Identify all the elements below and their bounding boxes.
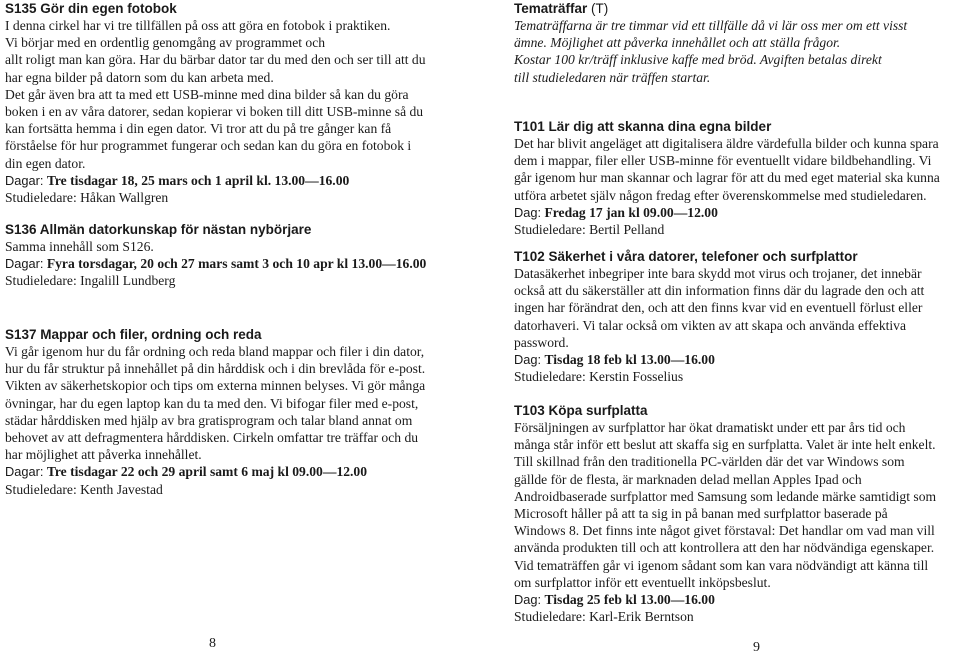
course-description — [514, 135, 940, 204]
section-title-text: Tematräffar — [514, 1, 588, 16]
text-line: ämne. Möjlighet att påverka innehållet och att ställa frågor. — [514, 35, 841, 51]
section-title — [514, 0, 907, 17]
course-leader: Studieledare: Bertil Pelland — [514, 222, 665, 238]
tematraffar-intro — [514, 0, 907, 86]
course-s137 — [5, 326, 425, 498]
text-line: går igenom hur man skannar och lagrar för att du med eget material ska kunna — [514, 170, 940, 186]
course-leader: Studieledare: Karl-Erik Berntson — [514, 609, 694, 625]
course-title: S137 Mappar och filer, ordning och reda — [5, 327, 262, 342]
days-label: Dagar: — [5, 256, 44, 272]
course-t102 — [514, 248, 924, 385]
text-line: till studieledaren när träffen startar. — [514, 69, 711, 85]
text-line: har möjlighet att påverka innehållet. — [5, 447, 202, 463]
day-label: Dag: — [514, 352, 542, 368]
section-description — [514, 17, 907, 86]
day-value: Tisdag 25 feb kl 13.00—16.00 — [544, 592, 715, 608]
text-line: boken i en av våra datorer, sedan kopierar vi boken till ditt USB-minne så du — [5, 104, 424, 120]
page-number-left: 8 — [209, 636, 216, 651]
course-s136 — [5, 221, 426, 290]
course-description — [5, 343, 425, 463]
course-day — [514, 591, 936, 608]
course-days — [5, 463, 425, 480]
course-days — [5, 172, 426, 189]
text-line: ingen har förändrat den, och att den finns kvar vid en eventuell förlust eller — [514, 300, 923, 316]
text-line: Det går även bra att ta med ett USB-minne med dina bilder så kan du göra — [5, 86, 409, 102]
days-value: Tre tisdagar 18, 25 mars och 1 april kl. 13.00—16.00 — [46, 172, 350, 188]
days-value: Tre tisdagar 22 och 29 april samt 6 maj kl 09.00—12.00 — [46, 464, 368, 480]
course-leader: Studieledare: Ingalill Lundberg — [5, 273, 176, 289]
text-line: password. — [514, 334, 569, 350]
text-line: Tematräffarna är tre timmar vid ett tillfälle då vi lär oss mer om ett visst — [514, 18, 908, 33]
section-title-suffix: (T) — [591, 1, 609, 16]
course-description — [5, 17, 426, 172]
text-line: datorhaveri. Vi talar också om vikten av att skapa och använda effektiva — [514, 317, 906, 333]
text-line: Försäljningen av surfplattor har ökat dramatiskt under ett par års tid och — [514, 420, 906, 435]
text-line: kan fortsätta hemma i din egen dator. Vi tror att du på tre gånger kan få — [5, 121, 392, 137]
text-line: Vikten av säkerhetskopior och tips om externa minnen belyses. Vi gör många — [5, 378, 426, 394]
text-line: Vi går igenom hur du får ordning och reda bland mappar och filer i din dator, — [5, 344, 425, 359]
day-label: Dag: — [514, 592, 542, 608]
text-line: dem i mappar, filer eller USB-minne för eventuellt vidare bildbehandling. Vi — [514, 153, 932, 169]
text-line: Det har blivit angeläget att digitalisera äldre värdefulla bilder och kunna spara — [514, 136, 939, 151]
text-line: utföra arbetet själv någon fredag efter överenskommelse med studieledaren. — [514, 187, 927, 203]
course-days — [5, 255, 426, 272]
course-title: S135 Gör din egen fotobok — [5, 1, 177, 16]
text-line: allt roligt man kan göra. Har du bärbar dator tar du med den och ser till att du — [5, 52, 426, 68]
text-line: Microsoft håller på att ta sig in på banan med surfplattor baserade på — [514, 506, 888, 522]
text-line: Datasäkerhet inbegriper inte bara skydd mot virus och trojaner, det innebär — [514, 266, 922, 281]
course-title: T102 Säkerhet i våra datorer, telefoner och surfplattor — [514, 249, 858, 264]
text-line: Kostar 100 kr/träff inklusive kaffe med bröd. Avgiften betalas direkt — [514, 52, 882, 68]
day-value: Fredag 17 jan kl 09.00—12.00 — [544, 204, 718, 220]
text-line: städar hårddisken med hjälp av bra gratisprogram och talar bland annat om — [5, 412, 413, 428]
text-line: har egna bilder på datorn som du kan arbeta med. — [5, 69, 274, 85]
text-line: många står inför ett beslut att skaffa sig en surfplatta. Valet är inte helt enkelt. — [514, 437, 936, 453]
course-day — [514, 351, 924, 368]
text-line: Windows 8. Det finns inte något givet förstaval: Det handlar om vad man vill — [514, 523, 935, 539]
course-t101 — [514, 118, 940, 238]
days-label: Dagar: — [5, 464, 44, 480]
course-leader: Studieledare: Håkan Wallgren — [5, 190, 169, 206]
text-line: I denna cirkel har vi tre tillfällen på oss att göra en fotobok i praktiken. — [5, 18, 391, 33]
text-line: använda produkten till och att kontrollera att den har nödvändiga egenskaper. — [514, 540, 935, 556]
text-line: också att du säkerställer att din information finns där du lagrade den och att — [514, 283, 925, 299]
course-description — [514, 419, 936, 591]
page-number-right: 9 — [753, 640, 760, 655]
course-title: T101 Lär dig att skanna dina egna bilder — [514, 119, 772, 134]
course-description — [514, 265, 924, 351]
text-line: Vi börjar med en ordentlig genomgång av programmet och — [5, 35, 326, 51]
text-line: behovet av att defragmentera hårddisken. Cirkeln omfattar tre träffar och du — [5, 430, 419, 446]
text-line: om surfplattor inför ett eventuellt inköpsbeslut. — [514, 574, 771, 590]
text-line: Androidbaserade surfplattor med Samsung som ledande märke samtidigt som — [514, 488, 937, 504]
course-description: Samma innehåll som S126. — [5, 239, 154, 254]
course-s135 — [5, 0, 426, 206]
text-line: övningar, har du egen laptop kan du ta med den. Vi bifogar filer med e-post, — [5, 395, 419, 411]
course-leader: Studieledare: Kenth Javestad — [5, 481, 163, 497]
text-line: Till skillnad från den traditionella PC-världen där det var Windows som — [514, 454, 905, 470]
text-line: hur du får struktur på innehållet på din hårddisk och i din brevlåda för e-post. — [5, 361, 426, 377]
text-line: Vid tematräffen går vi igenom sådant som kan vara nödvändigt att känna till — [514, 557, 929, 573]
day-value: Tisdag 18 feb kl 13.00—16.00 — [544, 352, 715, 368]
course-title: S136 Allmän datorkunskap för nästan nybörjare — [5, 222, 312, 237]
text-line: din egen dator. — [5, 155, 86, 171]
course-title: T103 Köpa surfplatta — [514, 403, 648, 418]
days-label: Dagar: — [5, 172, 44, 188]
course-day — [514, 204, 940, 221]
course-leader: Studieledare: Kerstin Fosselius — [514, 369, 684, 385]
text-line: förståelse för hur programmet fungerar och sedan kan du göra en fotobok i — [5, 138, 412, 154]
course-t103 — [514, 402, 936, 625]
days-value: Fyra torsdagar, 20 och 27 mars samt 3 och 10 apr kl 13.00—16.00 — [46, 256, 427, 272]
day-label: Dag: — [514, 204, 542, 220]
text-line: gällde för de flesta, är marknaden delad mellan Apples Ipad och — [514, 471, 862, 487]
